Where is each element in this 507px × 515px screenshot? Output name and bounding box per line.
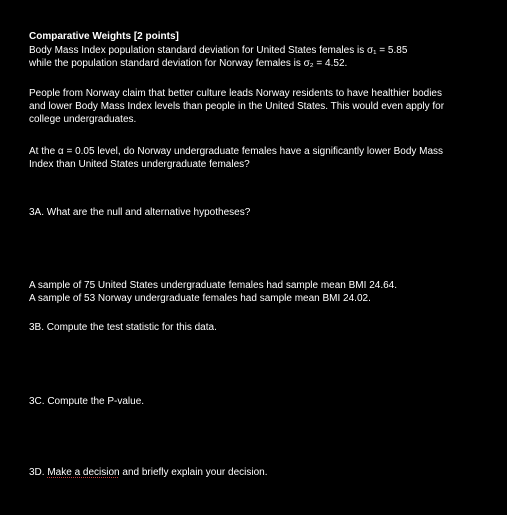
claim-paragraph: [29, 87, 499, 126]
intro-paragraph: [29, 44, 499, 70]
question-3b: 3B. Compute the test statistic for this data.: [29, 322, 217, 333]
question-3d-prefix: 3D.: [29, 467, 48, 478]
spellcheck-underlined-phrase: Make a decision: [47, 467, 120, 478]
sample-line-1: A sample of 75 United States undergraduate females had sample mean BMI 24.64.: [29, 280, 397, 291]
question-line-1: At the α = 0.05 level, do Norway undergraduate females have a significantly lower Body Mass: [29, 146, 444, 157]
question-3a: 3A. What are the null and alternative hypotheses?: [29, 207, 251, 218]
claim-line-1: People from Norway claim that better culture leads Norway residents to have healthier bodies: [29, 88, 442, 99]
question-3d-suffix: and briefly explain your decision.: [119, 467, 268, 478]
claim-line-2: and lower Body Mass Index levels than people in the United States. This would even apply for: [29, 101, 445, 112]
claim-line-3: college undergraduates.: [29, 114, 137, 125]
question-line-2: Index than United States undergraduate females?: [29, 159, 250, 170]
problem-title: Comparative Weights [2 points]: [29, 31, 179, 42]
intro-line-1: Body Mass Index population standard deviation for United States females is σ₁ = 5.85: [29, 45, 408, 56]
question-3c: 3C. Compute the P-value.: [29, 396, 145, 407]
question-paragraph: [29, 145, 499, 171]
question-3d: [29, 466, 499, 479]
sample-line-2: A sample of 53 Norway undergraduate females had sample mean BMI 24.02.: [29, 293, 371, 304]
sample-paragraph: [29, 279, 499, 305]
intro-line-2: while the population standard deviation for Norway females is σ₂ = 4.52.: [29, 58, 348, 69]
